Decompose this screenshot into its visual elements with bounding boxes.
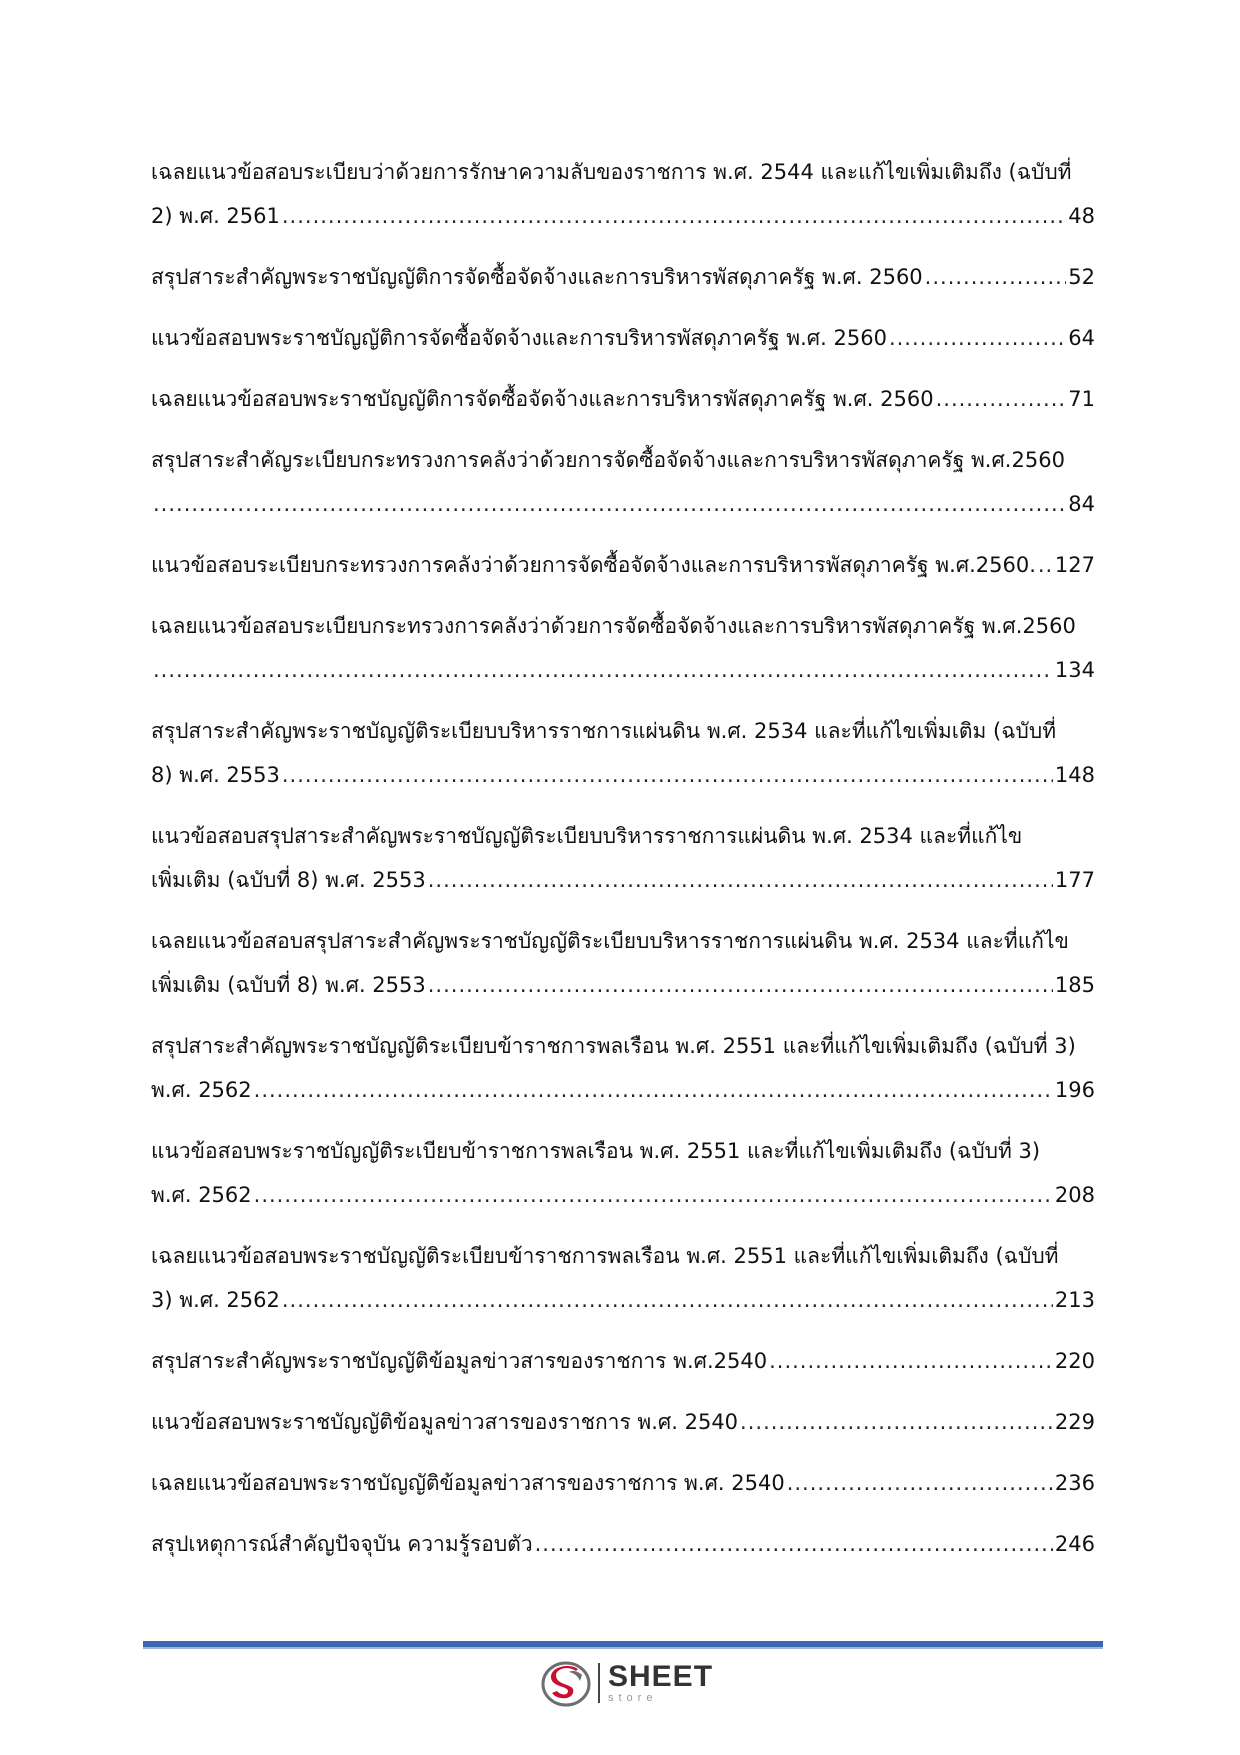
toc-page-number: 246 [1054, 1532, 1095, 1556]
toc-page-number: 220 [1054, 1349, 1095, 1373]
toc-entry-title-line: แนวข้อสอบสรุปสาระสำคัญพระราชบัญญัติระเบียบบริหารราชการแผ่นดิน พ.ศ. 2534 และที่แก้ไข [151, 824, 1023, 848]
logo-text [608, 1662, 713, 1704]
toc-entry-title-line: เฉลยแนวข้อสอบระเบียบกระทรวงการคลังว่าด้วยการจัดซื้อจัดจ้างและการบริหารพัสดุภาครัฐ พ.ศ.2560 [151, 614, 1076, 638]
toc-entry-title-line: เฉลยแนวข้อสอบพระราชบัญญัติข้อมูลข่าวสารของราชการ พ.ศ. 2540 [151, 1471, 785, 1495]
dot-leader [740, 1400, 1053, 1444]
toc-entry-leader-line [151, 1339, 1095, 1383]
toc-page-number: 52 [1068, 265, 1095, 289]
toc-entry-leader-line [151, 858, 1095, 902]
toc-entry-title-line: 3) พ.ศ. 2562 [151, 1288, 280, 1312]
toc-entry-title-line: สรุปสาระสำคัญพระราชบัญญัติข้อมูลข่าวสารของราชการ พ.ศ.2540 [151, 1349, 768, 1373]
toc-entry[interactable] [151, 150, 1095, 238]
toc-page-number: 48 [1068, 204, 1095, 228]
dot-leader [254, 1068, 1053, 1112]
toc-entry-leader-line [151, 1400, 1095, 1444]
toc-page-number: 196 [1054, 1078, 1095, 1102]
logo-subtitle: store [608, 1692, 658, 1704]
toc-entry-leader-line [151, 1461, 1095, 1505]
toc-entry-leader-line [151, 1068, 1095, 1112]
toc-entry[interactable] [151, 377, 1095, 421]
toc-entry-leader-line [151, 194, 1095, 238]
toc-entry[interactable] [151, 1461, 1095, 1505]
toc-entry-leader-line [151, 482, 1095, 526]
toc-entry-title-line: สรุปสาระสำคัญระเบียบกระทรวงการคลังว่าด้วยการจัดซื้อจัดจ้างและการบริหารพัสดุภาครัฐ พ.ศ.2560 [151, 448, 1065, 472]
toc-entry-title-line: สรุปสาระสำคัญพระราชบัญญัติระเบียบข้าราชการพลเรือน พ.ศ. 2551 และที่แก้ไขเพิ่มเติมถึง (ฉบับที่ 3) [151, 1034, 1076, 1058]
table-of-contents [151, 150, 1095, 1583]
toc-page-number: 213 [1054, 1288, 1095, 1312]
dot-leader [153, 648, 1053, 692]
toc-page-number: 229 [1054, 1410, 1095, 1434]
dot-leader [428, 858, 1053, 902]
toc-page-number: 185 [1054, 973, 1095, 997]
dot-leader [1038, 543, 1053, 587]
toc-entry-title-line: สรุปสาระสำคัญพระราชบัญญัติระเบียบบริหารราชการแผ่นดิน พ.ศ. 2534 และที่แก้ไขเพิ่มเติม (ฉบับที่ [151, 719, 1057, 743]
toc-page-number: 64 [1068, 326, 1095, 350]
logo-divider [598, 1663, 600, 1703]
toc-entry-leader-line [151, 1278, 1095, 1322]
dot-leader [769, 1339, 1053, 1383]
toc-entry-title-line: พ.ศ. 2562 [151, 1078, 252, 1102]
toc-page-number: 84 [1068, 492, 1095, 516]
logo-word: SHEET [608, 1660, 714, 1693]
toc-entry-title-line: 8) พ.ศ. 2553 [151, 763, 280, 787]
toc-entry[interactable] [151, 709, 1095, 797]
toc-entry-leader-line [151, 255, 1095, 299]
footer-rule-shadow [143, 1647, 1103, 1649]
toc-entry-title-line: เฉลยแนวข้อสอบสรุปสาระสำคัญพระราชบัญญัติระเบียบบริหารราชการแผ่นดิน พ.ศ. 2534 และที่แก้ไข [151, 929, 1069, 953]
toc-entry-title-line: เฉลยแนวข้อสอบพระราชบัญญัติการจัดซื้อจัดจ้างและการบริหารพัสดุภาครัฐ พ.ศ. 2560 [151, 387, 934, 411]
toc-entry[interactable] [151, 316, 1095, 360]
sheet-store-s-icon [540, 1657, 592, 1709]
toc-entry-title-line: เพิ่มเติม (ฉบับที่ 8) พ.ศ. 2553 [151, 973, 426, 997]
toc-entry-leader-line [151, 648, 1095, 692]
toc-entry-leader-line [151, 753, 1095, 797]
toc-entry[interactable] [151, 1339, 1095, 1383]
toc-entry[interactable] [151, 255, 1095, 299]
dot-leader [925, 255, 1067, 299]
toc-entry[interactable] [151, 1024, 1095, 1112]
toc-page-number: 148 [1054, 763, 1095, 787]
toc-page-number: 134 [1054, 658, 1095, 682]
toc-entry-leader-line [151, 543, 1095, 587]
toc-entry-leader-line [151, 1522, 1095, 1566]
toc-entry[interactable] [151, 543, 1095, 587]
toc-page-number: 177 [1054, 868, 1095, 892]
dot-leader [936, 377, 1067, 421]
toc-entry-title-line: 2) พ.ศ. 2561 [151, 204, 280, 228]
dot-leader [787, 1461, 1053, 1505]
toc-entry[interactable] [151, 1400, 1095, 1444]
toc-entry-leader-line [151, 963, 1095, 1007]
toc-entry-title-line: เฉลยแนวข้อสอบระเบียบว่าด้วยการรักษาความลับของราชการ พ.ศ. 2544 และแก้ไขเพิ่มเติมถึง (ฉบับที่ [151, 160, 1072, 184]
toc-page-number: 236 [1054, 1471, 1095, 1495]
toc-entry-title-line: พ.ศ. 2562 [151, 1183, 252, 1207]
toc-entry-title-line: แนวข้อสอบระเบียบกระทรวงการคลังว่าด้วยการจัดซื้อจัดจ้างและการบริหารพัสดุภาครัฐ พ.ศ.2560. [151, 553, 1036, 577]
toc-entry-leader-line [151, 316, 1095, 360]
dot-leader [535, 1522, 1053, 1566]
toc-entry[interactable] [151, 1129, 1095, 1217]
toc-entry-title-line: สรุปเหตุการณ์สำคัญปัจจุบัน ความรู้รอบตัว [151, 1532, 533, 1556]
toc-entry[interactable] [151, 438, 1095, 526]
dot-leader [428, 963, 1053, 1007]
toc-entry[interactable] [151, 1234, 1095, 1322]
dot-leader [282, 753, 1053, 797]
toc-entry-title-line: เฉลยแนวข้อสอบพระราชบัญญัติระเบียบข้าราชการพลเรือน พ.ศ. 2551 และที่แก้ไขเพิ่มเติมถึง (ฉบับที่ [151, 1244, 1059, 1268]
toc-entry[interactable] [151, 814, 1095, 902]
toc-entry-title-line: เพิ่มเติม (ฉบับที่ 8) พ.ศ. 2553 [151, 868, 426, 892]
toc-entry-leader-line [151, 1173, 1095, 1217]
dot-leader [282, 1278, 1053, 1322]
toc-entry[interactable] [151, 919, 1095, 1007]
toc-page-number: 127 [1054, 553, 1095, 577]
sheet-store-logo [540, 1655, 713, 1711]
dot-leader [254, 1173, 1053, 1217]
dot-leader [153, 482, 1066, 526]
dot-leader [282, 194, 1066, 238]
toc-entry-title-line: แนวข้อสอบพระราชบัญญัติการจัดซื้อจัดจ้างและการบริหารพัสดุภาครัฐ พ.ศ. 2560 [151, 326, 887, 350]
toc-entry-leader-line [151, 377, 1095, 421]
toc-entry-title-line: สรุปสาระสำคัญพระราชบัญญัติการจัดซื้อจัดจ้างและการบริหารพัสดุภาครัฐ พ.ศ. 2560 [151, 265, 923, 289]
toc-entry-title-line: แนวข้อสอบพระราชบัญญัติข้อมูลข่าวสารของราชการ พ.ศ. 2540 [151, 1410, 739, 1434]
toc-entry[interactable] [151, 1522, 1095, 1566]
toc-entry[interactable] [151, 604, 1095, 692]
dot-leader [889, 316, 1066, 360]
toc-entry-title-line: แนวข้อสอบพระราชบัญญัติระเบียบข้าราชการพลเรือน พ.ศ. 2551 และที่แก้ไขเพิ่มเติมถึง (ฉบับที่ 3) [151, 1139, 1041, 1163]
toc-page-number: 208 [1054, 1183, 1095, 1207]
toc-page-number: 71 [1068, 387, 1095, 411]
